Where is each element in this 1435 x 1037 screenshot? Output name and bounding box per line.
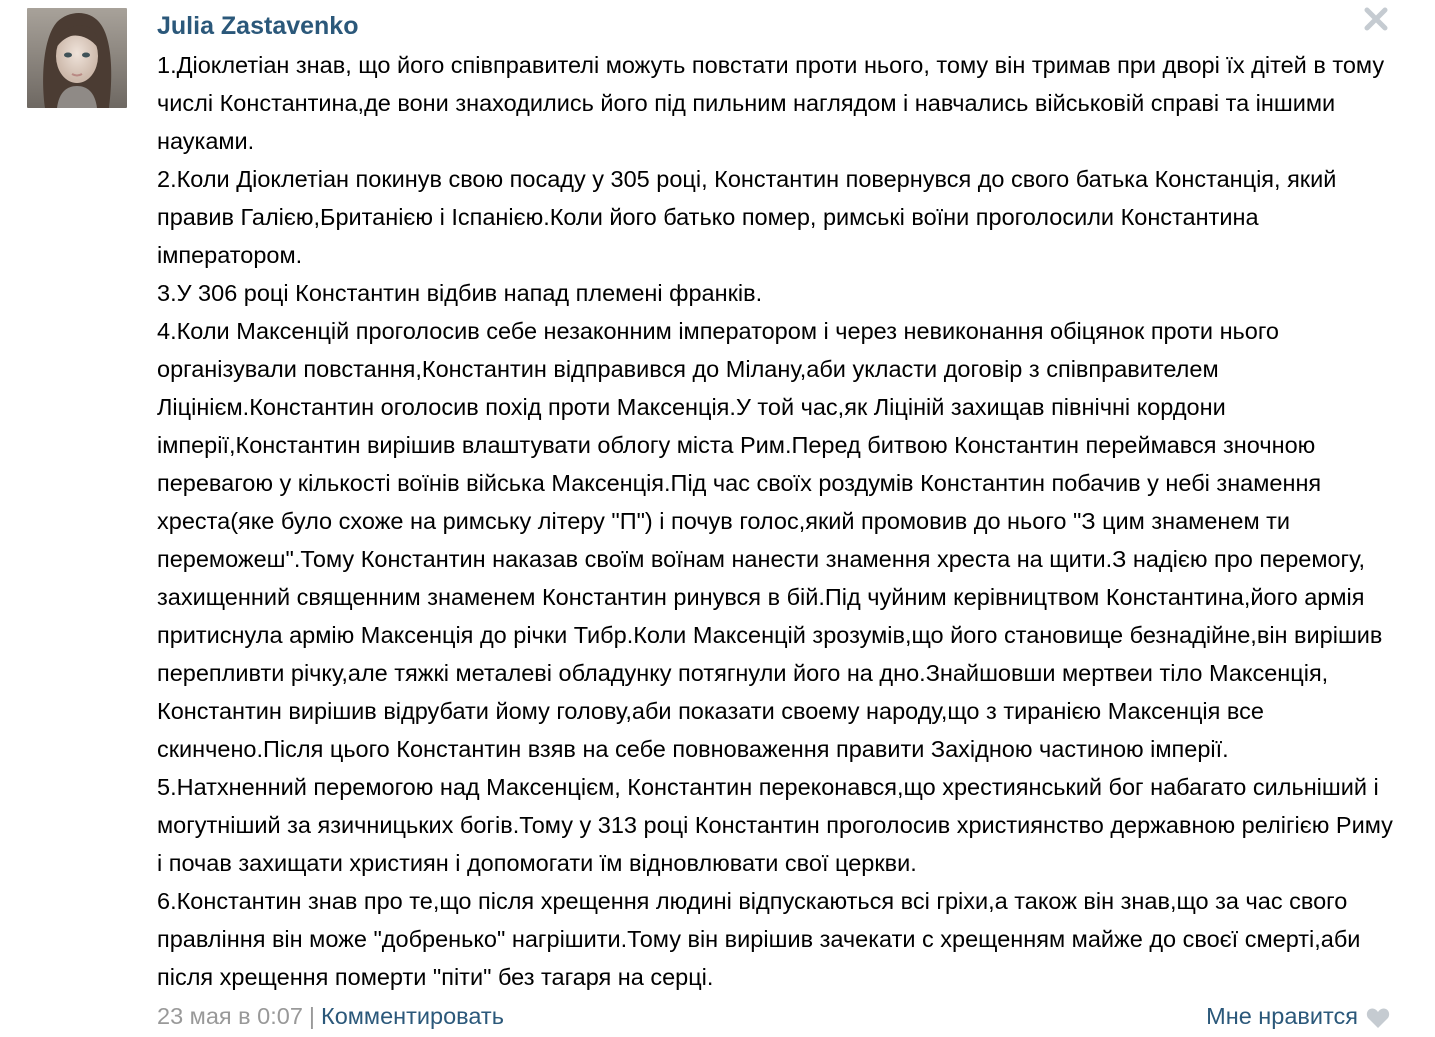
like-label: Мне нравится — [1206, 1003, 1358, 1029]
post-paragraph: 5.Натхненний перемогою над Максенцієм, Константин переконався,що хрестиянський бог набагато сильніший і могутніший за язичницьких богів.Тому у 313 році Константин проголосив християнство державною релігією Риму і почав захищати християн і допомогати їм відновлювати свої церкви. — [157, 774, 1393, 876]
comment-link[interactable]: Комментировать — [321, 1003, 504, 1029]
post-text — [157, 46, 1397, 996]
close-button[interactable] — [1362, 5, 1390, 33]
post-date[interactable]: 23 мая в 0:07 — [157, 1003, 303, 1029]
post-paragraph: 3.У 306 році Константин відбив напад племені франків. — [157, 280, 763, 306]
avatar[interactable] — [27, 8, 127, 108]
close-icon — [1362, 5, 1390, 33]
heart-icon — [1366, 1005, 1390, 1027]
post-paragraph: 1.Діоклетіан знав, що його співправителі можуть повстати проти нього, тому він тримав при дворі їх дітей в тому числі Константина,де вони знаходились його під пильним наглядом і навчались військовій справі та іншими науками. — [157, 52, 1385, 154]
author-name[interactable]: Julia Zastavenko — [157, 12, 359, 40]
post-paragraph: 6.Константин знав про те,що після хрещення людині відпускаються всі гріхи,а також він знав,що за час свого правління він може "добренько" нагрішити.Тому він вирішив зачекати с хрещенням майже до своєї смерті,аби після хрещення померти "піти" без тагаря на серці. — [157, 888, 1361, 990]
post-paragraph: 2.Коли Діоклетіан покинув свою посаду у 305 році, Константин повернувся до свого батька Констанція, який правив Галією,Британією і Іспанією.Коли його батько помер, римські воїни проголосили Константина імператором. — [157, 166, 1337, 268]
post-paragraph: 4.Коли Максенцій проголосив себе незаконним імператором і через невиконання обіцянок проти нього організували повстання,Константин відправився до Мілану,аби укласти договір з співправителем Ліцінієм.Константин оголосив похід проти Максенція.У той час,як Ліціній захищав північні кордони імперії,Константин вирішив влаштувати облогу міста Рим.Перед битвою Константин переймався зночною перевагою у кількості воїнів війська Максенція.Під час своїх роздумів Константин побачив у небі знамення хреста(яке було схоже на римську літеру "П") і почув голос,який промовив до нього "З цим знаменем ти переможеш".Тому Константин наказав своїм воїнам нанести знамення хреста на щити.З надією про перемогу, захищенний священним знаменем Константин ринувся в бій.Під чуйним керівництвом Константина,його армія притиснула армію Максенція до річки Тибр.Коли Максенцій зрозумів,що його становище безнадійне,він вирішив перепливти річку,але тяжкі металеві обладунку потягнули його на дно.Знайшовши мертвеи тіло Максенція, Константин вирішив відрубати йому голову,аби показати своему народу,що з тиранією Максенція все скинчено.Після цього Константин взяв на себе повноваження правити Західною частиною імперії. — [157, 318, 1383, 762]
avatar-photo — [27, 8, 127, 108]
footer-separator: | — [308, 1003, 316, 1029]
like-button[interactable] — [1206, 1000, 1390, 1032]
post-footer — [157, 1000, 504, 1032]
